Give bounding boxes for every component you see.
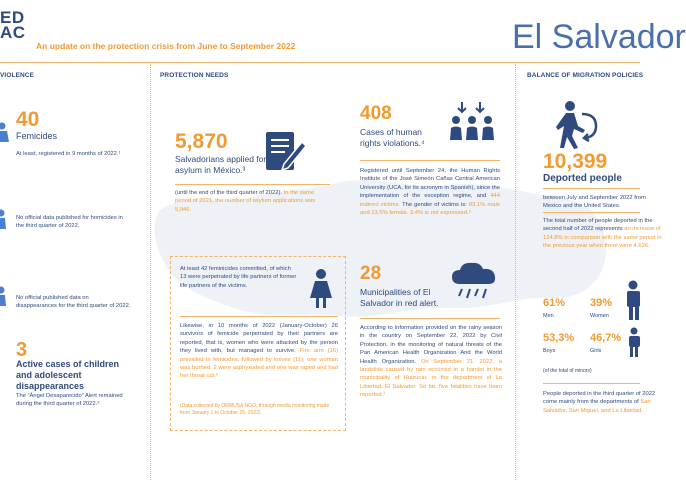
women-percentage: 39% xyxy=(590,297,613,309)
alert-label: Municipalities of El Salvador in red alert. xyxy=(360,287,439,309)
women-label: Women xyxy=(590,313,609,319)
departments-text xyxy=(543,390,663,415)
alert-divider xyxy=(360,318,500,319)
report-subtitle: An update on the protection crisis from June to September 2022 xyxy=(36,41,296,51)
femicide-box-intro: At least 42 feminicides committed, of which 13 were perpetrated by life partners of former life partners of the victims. xyxy=(180,266,297,289)
column-divider-2 xyxy=(515,64,516,480)
men-label: Men xyxy=(543,313,554,319)
asylum-divider xyxy=(175,184,330,185)
violations-divider xyxy=(360,160,500,161)
alert-number: 28 xyxy=(360,263,382,284)
logo-line-1: ED xyxy=(0,8,25,27)
disappearance-icon xyxy=(0,286,12,306)
homicide-icon xyxy=(0,209,12,229)
femicide-box-survivors: Likewise, in 10 months of 2022 (January-October) 26 survivors of femicide perpetrated by their partners are reported, that is, women who were attacked by the person they lived with, but managed to survive. xyxy=(180,323,338,355)
people-group-icon xyxy=(448,100,496,142)
country-title: El Salvador xyxy=(512,18,686,56)
femicides-label: Femicides xyxy=(16,131,58,141)
deported-divider-1 xyxy=(543,188,640,189)
protection-section-title: PROTECTION NEEDS xyxy=(160,72,229,79)
children-number: 3 xyxy=(16,339,28,361)
departments-text-main: People deported in the third quarter of 2022 come mainly from the departments of xyxy=(543,391,656,406)
femicides-text: At least, registered in 9 months of 2022.¹ xyxy=(16,151,121,157)
children-text: The “Ángel Desaparecido” Alert remained during the third quarter of 2022.² xyxy=(16,393,123,408)
logo xyxy=(0,10,26,40)
deported-text: between July and September 2022 from Mexico and the United States. xyxy=(543,195,646,210)
asylum-note-highlight: In the same period of 2021, the number of asylum applications was 5,946. xyxy=(175,190,316,213)
deported-label: Deported people xyxy=(543,173,622,184)
violations-gender-breakdown: 83.1% male and 13.5% female. 3.4% is not expressed.⁵ xyxy=(360,201,500,216)
logo-line-2: AC xyxy=(0,23,26,42)
deported-comparison xyxy=(543,217,668,251)
homicides-text: No official data published for homicides in the third quarter of 2022. xyxy=(16,215,123,230)
asylum-note xyxy=(175,189,330,214)
column-divider-1 xyxy=(150,64,151,480)
alert-text-main: According to information provided on the rainy season in the country on September 22, 2022 by Civil Protection, in the monitoring of natural threats of the Pan American Health Organization And the World Health Organization. xyxy=(360,325,502,365)
adult-person-icon xyxy=(624,280,640,320)
disappearances-text: No official published data on disappearances for the third quarter of 2022. xyxy=(16,295,131,310)
violence-section-title: VIOLENCE xyxy=(0,72,35,79)
deported-comparison-text: The total number of people deported in the second half of 2022 represents xyxy=(543,218,653,233)
deported-number: 10,399 xyxy=(543,150,608,173)
femicide-box-note: (Data collected by ORMUSA NGO, through media monitoring made from January 1 to October 25, 2022) xyxy=(180,403,330,417)
rain-cloud-icon xyxy=(450,260,500,302)
departments-divider xyxy=(543,383,640,384)
violations-text-main: Registered until September 24, the Human Rights Institute of the José Simeón Cañas Central American University (UCA, for its acronym in Spanish), since the implementation of the exception regime, and xyxy=(360,168,500,200)
deported-comparison-highlight: an increase of 124.8% in comparison with the same period in the previous year when there were 4,626. xyxy=(543,226,662,250)
violations-text xyxy=(360,167,500,217)
femicide-box-weapons: Fire arm (16) prevailed in femicides, followed by knives (11); one woman was burned, 2 were asphyxiated and one was raped and had her throat cut.⁶ xyxy=(180,348,338,380)
asylum-number: 5,870 xyxy=(175,130,228,153)
departments-list: San Salvador, San Miguel, and La Libertad. xyxy=(543,399,651,414)
femicide-box-text xyxy=(180,322,338,381)
girls-label: Girls xyxy=(590,348,602,354)
femicide-icon xyxy=(0,122,14,144)
violations-label: Cases of human rights violations.⁴ xyxy=(360,127,425,149)
deported-divider-2 xyxy=(543,212,640,213)
alert-text xyxy=(360,324,502,400)
asylum-note-text: (until the end of the third quarter of 2022). xyxy=(175,190,282,196)
men-percentage: 61% xyxy=(543,297,566,309)
asylum-label: Salvadorians applied for asylum in México.³ xyxy=(175,154,267,176)
application-form-icon xyxy=(262,130,308,174)
woman-icon xyxy=(306,268,336,308)
girls-percentage: 46,7% xyxy=(590,332,622,344)
migration-section-title: BALANCE OF MIGRATION POLICIES xyxy=(527,72,644,79)
femicide-box-divider xyxy=(180,316,338,317)
violations-gender-intro: The gender of victims is: xyxy=(402,201,467,208)
minors-note: (of the total of minors) xyxy=(543,368,592,374)
violations-indirect-victims: 444 indirect victims. xyxy=(360,193,500,208)
violations-number: 408 xyxy=(360,103,392,124)
boys-percentage: 53,3% xyxy=(543,332,575,344)
alert-text-landslide: On September 21, 2022, a landslide caused by rain occurred in a hamlet in the municipality of Huizucar, in the department of La Libertad, El Salvador. So far, five fatalities have been reported.⁷ xyxy=(360,358,502,399)
header-divider xyxy=(0,62,640,63)
femicides-number: 40 xyxy=(16,108,40,131)
children-label: Active cases of children and adolescent disappearances xyxy=(16,359,120,391)
child-person-icon xyxy=(626,327,640,357)
boys-label: Boys xyxy=(543,348,556,354)
deportation-icon xyxy=(552,100,602,150)
